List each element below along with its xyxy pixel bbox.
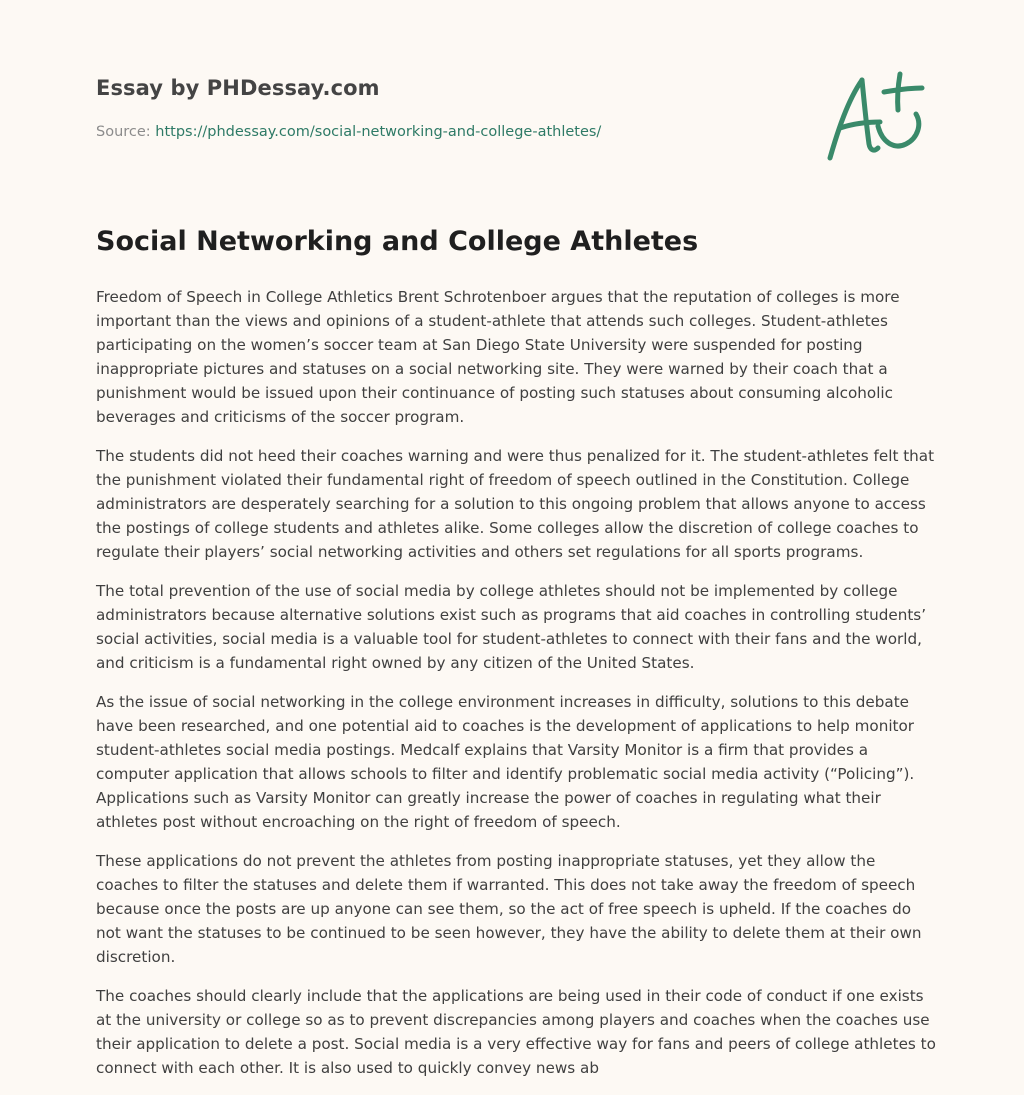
essay-paragraph: The coaches should clearly include that the applications are being used in their code of conduct if one exists at the university or college so as to prevent discrepancies among players and coaches when the coaches use their application to delete a post. Social media is a very effective way for fans and peers of college athletes to connect with each other. It is also used to quickly convey news ab — [96, 987, 936, 1077]
essay-paragraph: The total prevention of the use of social media by college athletes should not be implemented by college administrators because alternative solutions exist such as programs that aid coaches in controlling students’ social activities, social media is a valuable tool for student-athletes to connect with their fans and the world, and criticism is a fundamental right owned by any citizen of the United States. — [96, 582, 927, 672]
site-title: Essay by PHDessay.com — [96, 76, 380, 100]
essay-body — [96, 285, 936, 1095]
source-line — [96, 124, 601, 140]
a-plus-logo-icon — [822, 70, 928, 166]
essay-title: Social Networking and College Athletes — [96, 226, 699, 257]
essay-paragraph: Freedom of Speech in College Athletics Brent Schrotenboer argues that the reputation of colleges is more important than the views and opinions of a student-athlete that attends such colleges. Student-athletes participating on the women’s soccer team at San Diego State University were suspended for posting inappropriate pictures and statuses on a social networking site. They were warned by their coach that a punishment would be issued upon their continuance of posting such statuses about consuming alcoholic beverages and criticisms of the soccer program. — [96, 288, 900, 426]
source-label: Source: — [96, 124, 151, 140]
essay-paragraph: These applications do not prevent the athletes from posting inappropriate statuses, yet they allow the coaches to filter the statuses and delete them if warranted. This does not take away the freedom of speech because once the posts are up anyone can see them, so the act of free speech is upheld. If the coaches do not want the statuses to be continued to be seen however, they have the ability to delete them at their own discretion. — [96, 852, 922, 966]
essay-paragraph: The students did not heed their coaches warning and were thus penalized for it. The student-athletes felt that the punishment violated their fundamental right of freedom of speech outlined in the Constitution. College administrators are desperately searching for a solution to this ongoing problem that allows anyone to access the postings of college students and athletes alike. Some colleges allow the discretion of college coaches to regulate their players’ social networking activities and others set regulations for all sports programs. — [96, 447, 935, 561]
source-link[interactable]: https://phdessay.com/social-networking-and-college-athletes/ — [155, 124, 602, 140]
essay-paragraph: As the issue of social networking in the college environment increases in difficulty, solutions to this debate have been researched, and one potential aid to coaches is the development of applications to help monitor student-athletes social media postings. Medcalf explains that Varsity Monitor is a firm that provides a computer application that allows schools to filter and identify problematic social media activity (“Policing”). Applications such as Varsity Monitor can greatly increase the power of coaches in regulating what their athletes post without encroaching on the right of freedom of speech. — [96, 693, 915, 831]
